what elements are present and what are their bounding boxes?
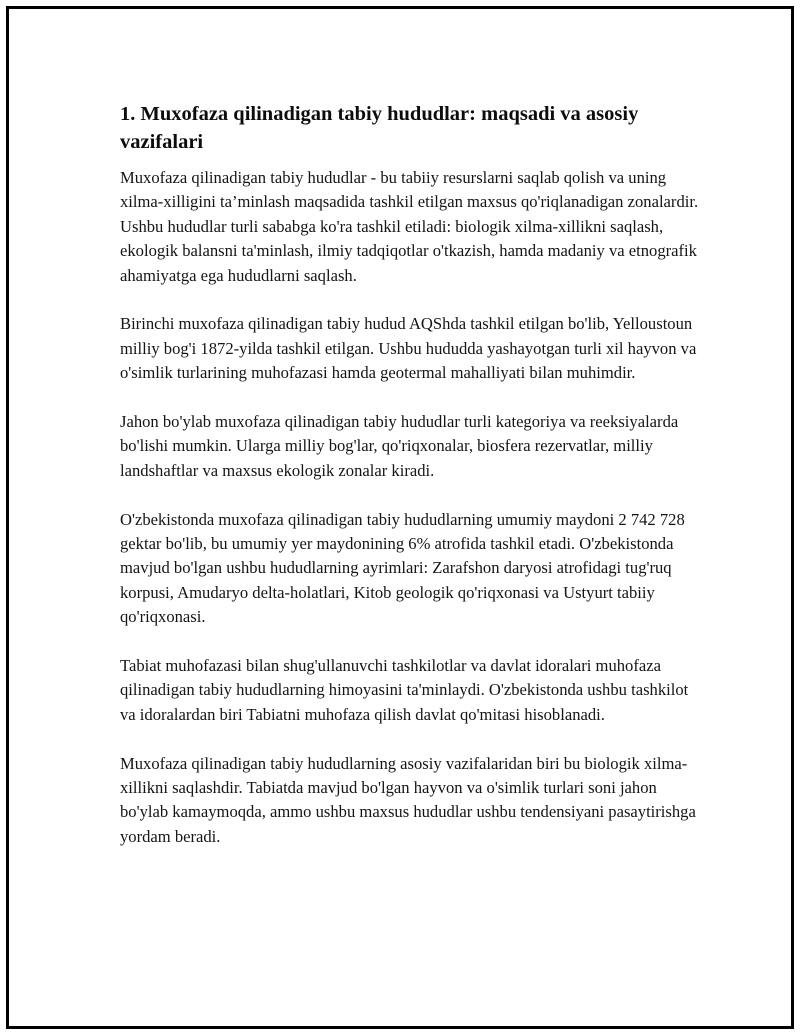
paragraph-2: Birinchi muxofaza qilinadigan tabiy hudud AQShda tashkil etilgan bo'lib, Yelloustoun milliy bog'i 1872-yilda tashkil etilgan. Ushbu hududda yashayotgan turli xil hayvon va o'simlik turlarining muhofazasi hamda geotermal mahalliyati bilan muhimdir. (120, 314, 697, 383)
paragraph-4: O'zbekistonda muxofaza qilinadigan tabiy hududlarning umumiy maydoni 2 742 728 gektar bo'lib, bu umumiy yer maydonining 6% atrofida tashkil etadi. O'zbekistonda mavjud bo'lgan ushbu hududlarning ayrimlari: Zarafshon daryosi atrofidagi tug'ruq korpusi, Amudaryo delta-holatlari, Kitob geologik qo'riqxonasi va Ustyurt tabiiy qo'riqxonasi. (120, 509, 685, 627)
paragraph-1: Muxofaza qilinadigan tabiy hududlar - bu tabiiy resurslarni saqlab qolish va uning xilma-xilligini ta’minlash maqsadida tashkil etilgan maxsus qo'riqlanadigan zonalardir. Ushbu hududlar turli sababga ko'ra tashkil etiladi: biologik xilma-xillikni saqlash, ekologik balansni ta'minlash, ilmiy tadqiqotlar o'tkazish, hamda madaniy va etnografik ahamiyatga ega hududlarni saqlash. (120, 168, 699, 285)
paragraph-6: Muxofaza qilinadigan tabiy hududlarning asosiy vazifalaridan biri bu biologik xilma-xillikni saqlashdir. Tabiatda mavjud bo'lgan hayvon va o'simlik turlari soni jahon bo'ylab kamaymoqda, ammo ushbu maxsus hududlar ushbu tendensiyani pasaytirishga yordam beradi. (120, 753, 696, 846)
document-body (120, 100, 700, 874)
paragraph-3: Jahon bo'ylab muxofaza qilinadigan tabiy hududlar turli kategoriya va reeksiyalarda bo'lishi mumkin. Ularga milliy bog'lar, qo'riqxonalar, biosfera rezervatlar, milliy landshaftlar va maxsus ekologik zonalar kiradi. (120, 412, 679, 480)
section-heading: 1. Muxofaza qilinadigan tabiy hududlar: maqsadi va asosiy vazifalari (120, 103, 639, 153)
page-frame (6, 6, 794, 1029)
paragraph-5: Tabiat muhofazasi bilan shug'ullanuvchi tashkilotlar va davlat idoralari muhofaza qilinadigan tabiy hududlarning himoyasini ta'minlaydi. O'zbekistonda ushbu tashkilot va idoralardan biri Tabiatni muhofaza qilish davlat qo'mitasi hisoblanadi. (120, 656, 689, 724)
